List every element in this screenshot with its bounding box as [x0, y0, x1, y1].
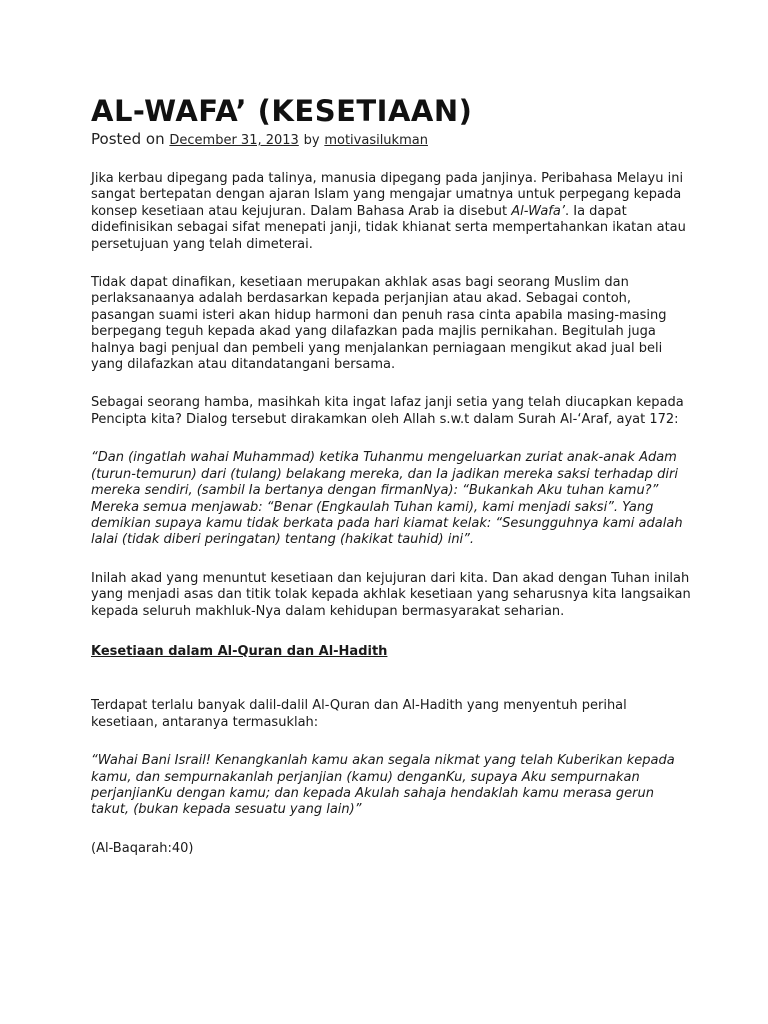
intro-text: Jika kerbau dipegang pada talinya, manusia dipegang pada janjinya. Peribahasa Melayu ini sangat bertepatan dengan ajaran Islam yang mengajar umatnya untuk perpegang kepada konsep kesetiaan atau kejujuran. Dalam Bahasa Arab ia disebut [91, 171, 684, 219]
term-al-wafa: Al-Wafa’ [511, 203, 565, 219]
post-date-link[interactable]: December 31, 2013 [169, 133, 299, 148]
paragraph-akhlak: Tidak dapat dinafikan, kesetiaan merupakan akhlak asas bagi seorang Muslim dan perlaksanaanya adalah berdasarkan kepada perjanjian atau akad. Sebagai contoh, pasangan suami isteri akan hidup harmoni dan penuh rasa cinta apabila masing-masing berpegang teguh kepada akad yang dilafazkan pada majlis pernikahan. Begitulah juga halnya bagi penjual dan pembeli yang menjalankan perniagaan mengikut akad jual beli yang dilafazkan atau ditandatangani bersama. [91, 275, 667, 373]
quote-al-baqarah: “Wahai Bani Israil! Kenangkanlah kamu akan segala nikmat yang telah Kuberikan kepada kamu, dan sempurnakanlah perjanjian (kamu) denganKu, supaya Aku sempurnakan perjanjianKu dengan kamu; dan kepada Akulah sahaja hendaklah kamu merasa gerun takut, (bukan kepada sesuatu yang lain)” [91, 753, 675, 818]
quote-al-araf: “Dan (ingatlah wahai Muhammad) ketika Tuhanmu mengeluarkan zuriat anak-anak Adam (turun-temurun) dari (tulang) belakang mereka, dan Ia jadikan mereka saksi terhadap diri mereka sendiri, (sambil Ia bertanya dengan firmanNya): “Bukankah Aku tuhan kamu?” Mereka semua menjawab: “Benar (Engkaulah Tuhan kami), kami menjadi saksi”. Yang demikian supaya kamu tidak berkata pada hari kiamat kelak: “Sesungguhnya kami adalah lalai (tidak diberi peringatan) tentang (hakikat tauhid) ini”. [91, 450, 683, 548]
posted-on-label: Posted on [91, 130, 165, 148]
post-meta [91, 129, 691, 151]
quote-reference: (Al-Baqarah:40) [91, 840, 194, 856]
paragraph-hamba: Sebagai seorang hamba, masihkah kita ingat lafaz janji setia yang telah diucapkan kepada Pencipta kita? Dialog tersebut dirakamkan oleh Allah s.w.t dalam Surah Al-‘Araf, ayat 172: [91, 395, 684, 427]
paragraph-dalil: Terdapat terlalu banyak dalil-dalil Al-Quran dan Al-Hadith yang menyentuh perihal kesetiaan, antaranya termasuklah: [91, 698, 627, 730]
paragraph-akad: Inilah akad yang menuntut kesetiaan dan kejujuran dari kita. Dan akad dengan Tuhan inilah yang menjadi asas dan titik tolak kepada akhlak kesetiaan yang seharusnya kita langsaikan kepada seluruh makhluk-Nya dalam kehidupan bermasyarakat seharian. [91, 570, 691, 619]
author-link[interactable]: motivasilukman [324, 133, 428, 148]
paragraph-intro [91, 171, 691, 253]
article [91, 93, 691, 857]
section-heading: Kesetiaan dalam Al-Quran dan Al-Hadith [91, 643, 388, 659]
intro-tail: . Ia dapat didefinisikan sebagai sifat menepati janji, tidak khianat serta mempertahankan ikatan atau persetujuan yang telah dimeterai. [91, 203, 686, 252]
article-title: AL-WAFA’ (KESETIAAN) [91, 94, 473, 128]
by-label: by [303, 133, 320, 148]
